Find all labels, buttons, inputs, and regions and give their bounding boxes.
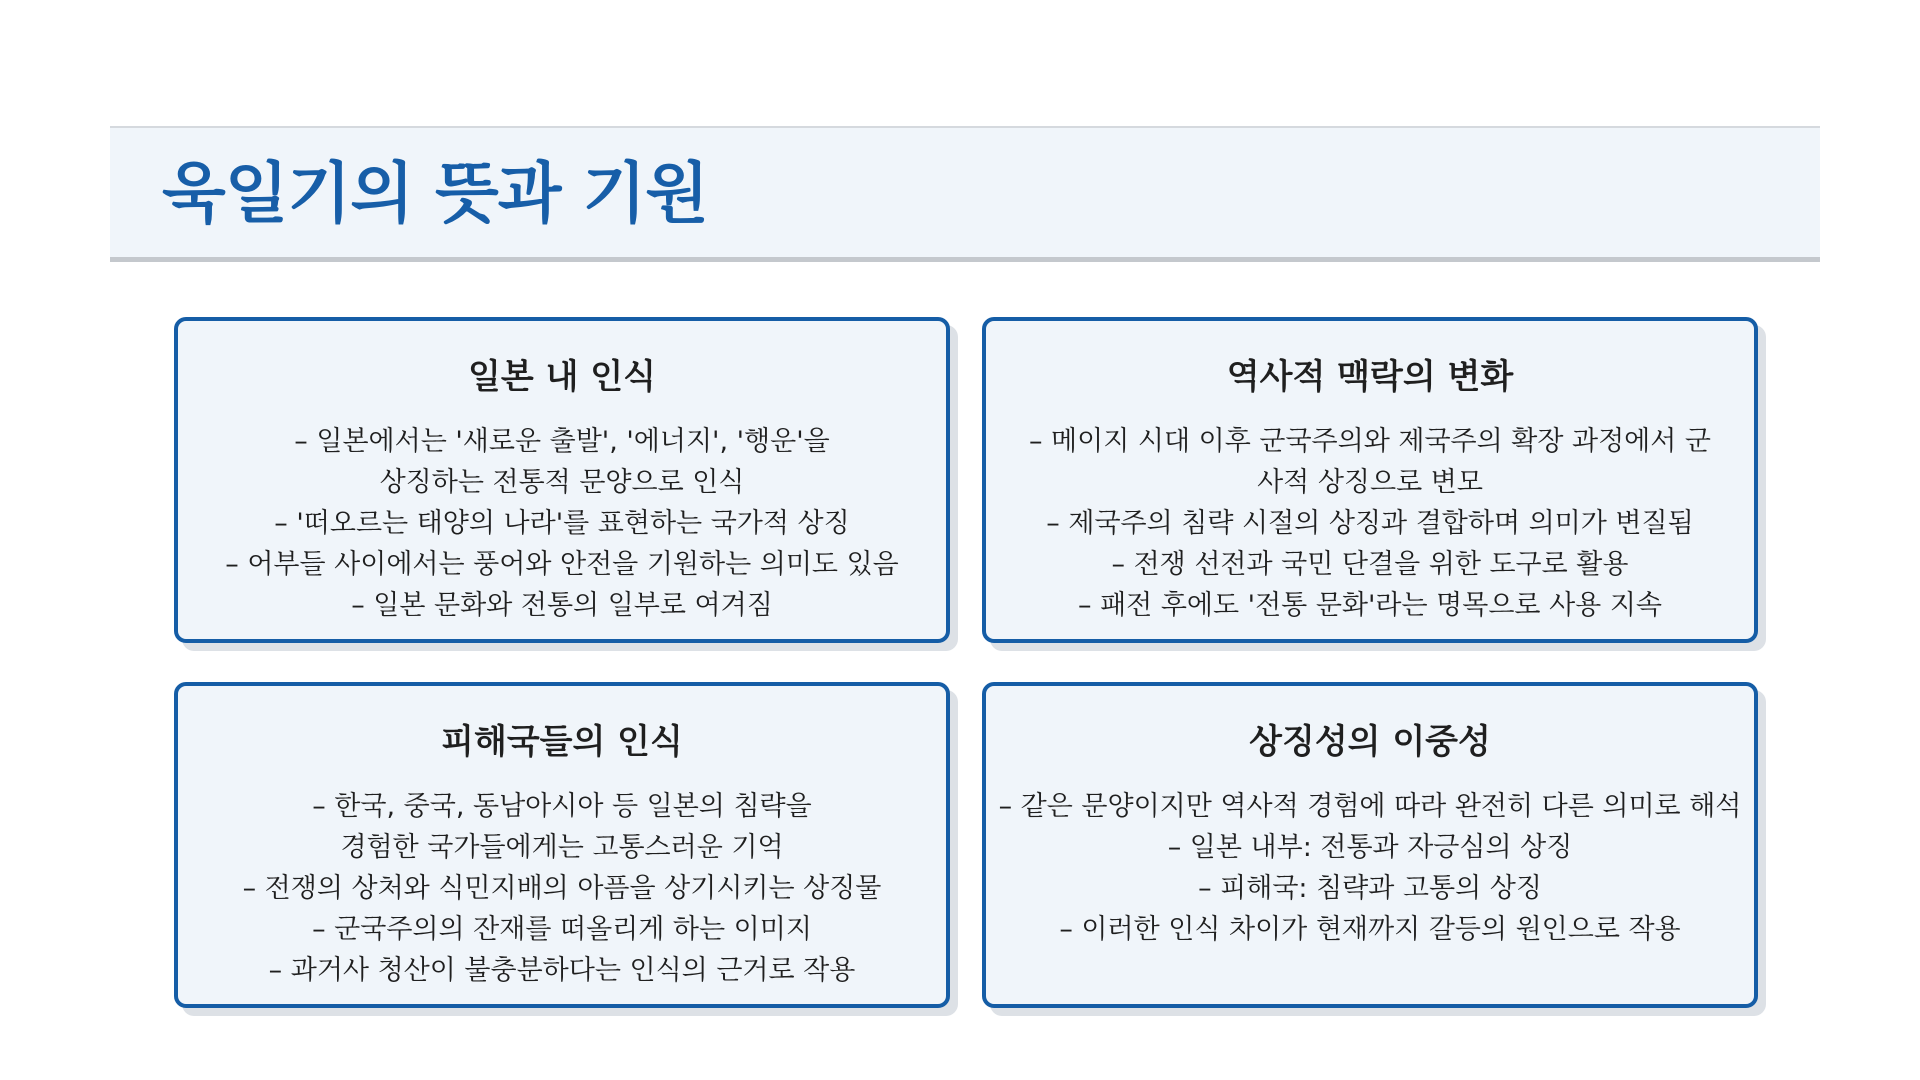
card-line: – 피해국: 침략과 고통의 상징 [1198,873,1542,904]
card-text [178,421,946,626]
card-title: 일본 내 인식 [468,357,656,397]
card-line: – 일본 내부: 전통과 자긍심의 상징 [1167,832,1573,863]
card-line: – 과거사 청산이 불충분하다는 인식의 근거로 작용 [268,955,856,986]
card-line: – 이러한 인식 차이가 현재까지 갈등의 원인으로 작용 [1059,914,1681,945]
card-line: – 같은 문양이지만 역사적 경험에 따라 완전히 다른 의미로 해석 [998,791,1742,822]
card-title: 상징성의 이중성 [1249,722,1491,762]
title-band [110,126,1820,262]
card-line: – 일본에서는 '새로운 출발', '에너지', '행운'을 [294,426,830,457]
card-text [986,421,1754,626]
card-line: 경험한 국가들에게는 고통스러운 기억 [340,832,784,863]
card-title: 역사적 맥락의 변화 [1226,357,1514,397]
card-line: – 군국주의의 잔재를 떠올리게 하는 이미지 [312,914,812,945]
card-line: – 메이지 시대 이후 군국주의와 제국주의 확장 과정에서 군 [1028,426,1712,457]
card-line: 사적 상징으로 변모 [1257,467,1483,498]
card-line: – 전쟁 선전과 국민 단결을 위한 도구로 활용 [1111,549,1629,580]
card-title: 피해국들의 인식 [441,722,683,762]
card-line: 상징하는 전통적 문양으로 인식 [379,467,745,498]
card-victim-perception [174,682,950,1008]
card-line: – 일본 문화와 전통의 일부로 여겨짐 [351,590,773,621]
card-line: – 어부들 사이에서는 풍어와 안전을 기원하는 의미도 있음 [225,549,899,580]
card-line: – 패전 후에도 '전통 문화'라는 명목으로 사용 지속 [1078,590,1662,621]
card-text [986,786,1754,950]
card-historical-context [982,317,1758,643]
card-text [178,786,946,991]
card-line: – '떠오르는 태양의 나라'를 표현하는 국가적 상징 [274,508,850,539]
card-line: – 전쟁의 상처와 식민지배의 아픔을 상기시키는 상징물 [242,873,882,904]
card-line: – 제국주의 침략 시절의 상징과 결합하며 의미가 변질됨 [1046,508,1694,539]
page-title: 욱일기의 뜻과 기원 [162,155,709,232]
card-line: – 한국, 중국, 동남아시아 등 일본의 침략을 [312,791,812,822]
card-japan-perception [174,317,950,643]
card-dual-symbolism [982,682,1758,1008]
